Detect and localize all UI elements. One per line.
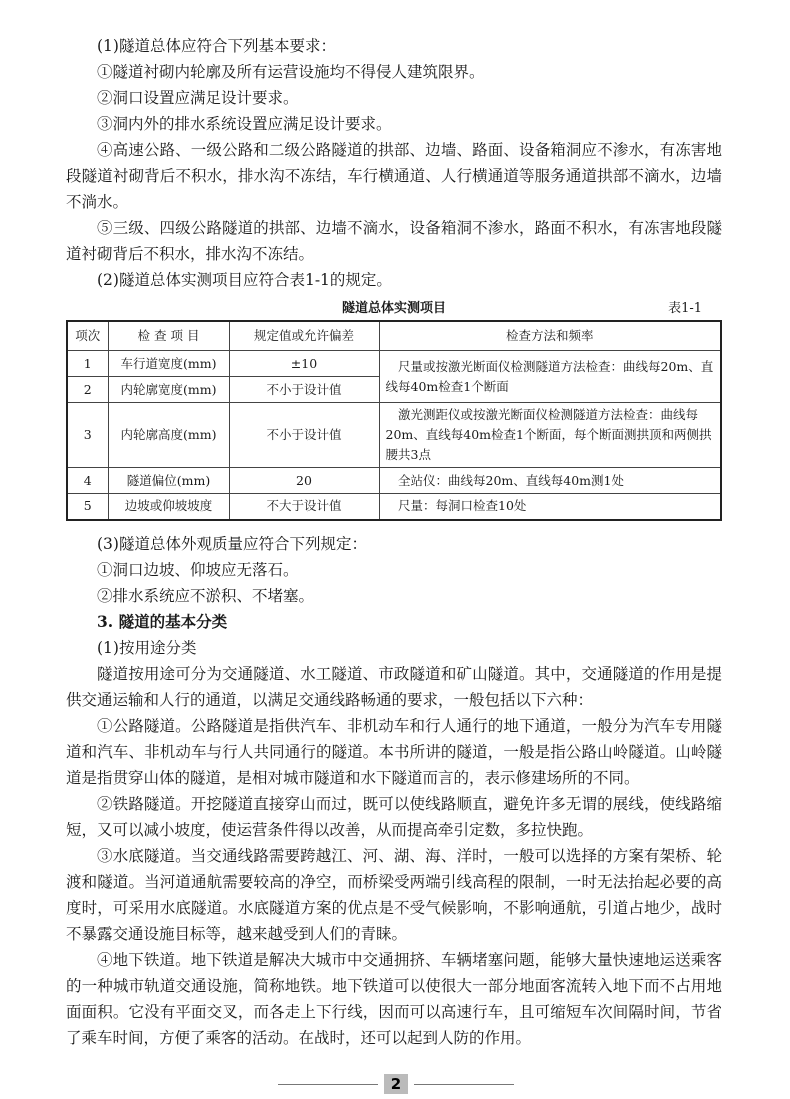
paragraph: ②排水系统应不淤积、不堵塞。 bbox=[97, 587, 315, 605]
cell-item: 车行道宽度(mm) bbox=[108, 351, 229, 377]
header-cell: 检查方法和频率 bbox=[379, 321, 721, 351]
cell-item: 内轮廓宽度(mm) bbox=[108, 377, 229, 403]
cell-value: 20 bbox=[229, 468, 379, 494]
page-number: 2 bbox=[384, 1074, 408, 1094]
table-row bbox=[67, 468, 721, 494]
header-cell: 检 查 项 目 bbox=[108, 321, 229, 351]
inspection-table bbox=[66, 320, 722, 521]
footer-rule-left bbox=[278, 1084, 378, 1085]
cell-item: 边坡或仰坡坡度 bbox=[108, 494, 229, 520]
paragraph: (2)隧道总体实测项目应符合表1-1的规定。 bbox=[97, 271, 392, 289]
table-row bbox=[67, 494, 721, 520]
cell-value: 不小于设计值 bbox=[229, 403, 379, 468]
paragraph: ①公路隧道。公路隧道是指供汽车、非机动车和行人通行的地下通道，一般分为汽车专用隧道和汽车、非机动车与行人共同通行的隧道。本书所讲的隧道，一般是指公路山岭隧道。山岭隧道是指贯穿山体的隧道，是相对城市隧道和水下隧道而言的，表示修建场所的不同。 bbox=[66, 717, 722, 787]
header-cell: 项次 bbox=[67, 321, 108, 351]
paragraph: (1)隧道总体应符合下列基本要求： bbox=[97, 37, 336, 55]
paragraph: ④高速公路、一级公路和二级公路隧道的拱部、边墙、路面、设备箱洞应不渗水，有冻害地段隧道衬砌背后不积水，排水沟不冻结，车行横通道、人行横通道等服务通道拱部不滴水，边墙不淌水。 bbox=[66, 141, 722, 211]
paragraph: ①洞口边坡、仰坡应无落石。 bbox=[97, 561, 299, 579]
section-heading: 3. 隧道的基本分类 bbox=[97, 612, 228, 631]
header-cell: 规定值或允许偏差 bbox=[229, 321, 379, 351]
paragraph: ②铁路隧道。开挖隧道直接穿山而过，既可以使线路顺直，避免许多无谓的展线，使线路缩短，又可以减小坡度，使运营条件得以改善，从而提高牵引定数，多拉快跑。 bbox=[66, 795, 722, 839]
cell-no: 4 bbox=[67, 468, 108, 494]
paragraph: ④地下铁道。地下铁道是解决大城市中交通拥挤、车辆堵塞问题，能够大量快速地运送乘客的一种城市轨道交通设施，简称地铁。地下铁道可以使很大一部分地面客流转入地下而不占用地面面积。它没有平面交叉，而各走上下行线，因而可以高速行车，且可缩短车次间隔时间，节省了乘车时间，方便了乘客的活动。在战时，还可以起到人防的作用。 bbox=[66, 951, 722, 1047]
footer-rule-right bbox=[414, 1084, 514, 1085]
table-row bbox=[67, 351, 721, 377]
cell-item: 内轮廓高度(mm) bbox=[108, 403, 229, 468]
cell-no: 1 bbox=[67, 351, 108, 377]
table-row bbox=[67, 403, 721, 468]
subsection-heading: (1)按用途分类 bbox=[97, 639, 197, 657]
cell-item: 隧道偏位(mm) bbox=[108, 468, 229, 494]
paragraph: (3)隧道总体外观质量应符合下列规定： bbox=[97, 535, 367, 553]
cell-value: 不小于设计值 bbox=[229, 377, 379, 403]
cell-no: 3 bbox=[67, 403, 108, 468]
paragraph: ②洞口设置应满足设计要求。 bbox=[97, 89, 299, 107]
cell-no: 5 bbox=[67, 494, 108, 520]
table-title: 隧道总体实测项目 bbox=[341, 301, 446, 316]
paragraph: ①隧道衬砌内轮廓及所有运营设施均不得侵人建筑限界。 bbox=[97, 63, 485, 81]
paragraph: ⑤三级、四级公路隧道的拱部、边墙不滴水，设备箱洞不渗水，路面不积水，有冻害地段隧道衬砌背后不积水，排水沟不冻结。 bbox=[66, 219, 722, 263]
cell-method: 全站仪：曲线每20m、直线每40m测1处 bbox=[379, 468, 721, 494]
paragraph: 隧道按用途可分为交通隧道、水工隧道、市政隧道和矿山隧道。其中，交通隧道的作用是提供交通运输和人行的通道，以满足交通线路畅通的要求，一般包括以下六种： bbox=[66, 665, 722, 709]
bottom-text-block bbox=[66, 531, 722, 1051]
cell-no: 2 bbox=[67, 377, 108, 403]
top-text-block bbox=[66, 33, 722, 293]
cell-method: 尺量：每洞口检查10处 bbox=[379, 494, 721, 520]
cell-method: 激光测距仪或按激光断面仪检测隧道方法检查：曲线每20m、直线每40m检查1个断面，每个断面测拱顶和两侧拱腰共3点 bbox=[379, 403, 721, 468]
cell-method: 尺量或按激光断面仪检测隧道方法检查：曲线每20m、直线每40m检查1个断面 bbox=[379, 351, 721, 403]
paragraph: ③水底隧道。当交通线路需要跨越江、河、湖、海、洋时，一般可以选择的方案有架桥、轮渡和隧道。当河道通航需要较高的净空，而桥梁受两端引线高程的限制，一时无法抬起必要的高度时，可采用水底隧道。水底隧道方案的优点是不受气候影响，不影响通航，引道占地少，战时不暴露交通设施目标等，越来越受到人们的青睐。 bbox=[66, 847, 722, 943]
table-number: 表1-1 bbox=[668, 301, 702, 316]
table-header-row bbox=[67, 321, 721, 351]
cell-value: ±10 bbox=[229, 351, 379, 377]
page-footer bbox=[0, 1074, 790, 1094]
paragraph: ③洞内外的排水系统设置应满足设计要求。 bbox=[97, 115, 392, 133]
cell-value: 不大于设计值 bbox=[229, 494, 379, 520]
table-caption bbox=[66, 297, 722, 317]
